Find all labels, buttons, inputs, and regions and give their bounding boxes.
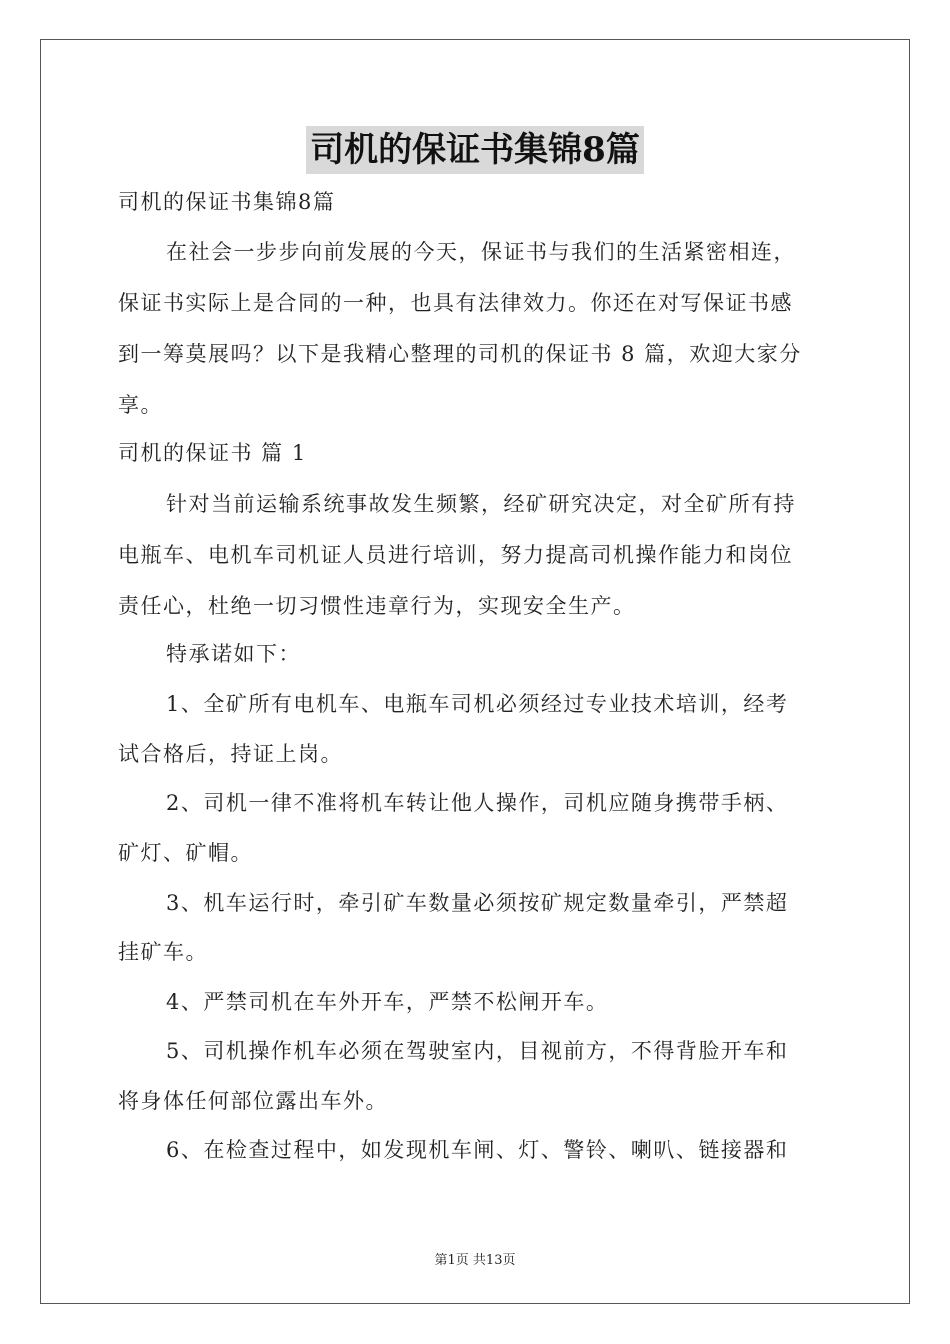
list-item-line: 6、在检查过程中，如发现机车闸、灯、警铃、喇叭、链接器和 — [166, 1138, 789, 1162]
paragraph-line: 责任心，杜绝一切习惯性违章行为，实现安全生产。 — [118, 594, 636, 618]
list-item-line: 挂矿车。 — [118, 940, 208, 964]
list-item-line: 2、司机一律不准将机车转让他人操作，司机应随身携带手柄、 — [166, 791, 789, 815]
list-item-line: 1、全矿所有电机车、电瓶车司机必须经过专业技术培训，经考 — [166, 692, 789, 716]
list-item-line: 4、严禁司机在车外开车，严禁不松闸开车。 — [166, 990, 609, 1014]
list-item-line: 试合格后，持证上岗。 — [118, 742, 343, 766]
paragraph-line: 享。 — [118, 393, 163, 417]
paragraph-line: 保证书实际上是合同的一种，也具有法律效力。你还在对写保证书感 — [118, 291, 793, 315]
paragraph-line: 到一筹莫展吗？以下是我精心整理的司机的保证书 8 篇，欢迎大家分 — [118, 342, 802, 366]
paragraph-line: 在社会一步步向前发展的今天，保证书与我们的生活紧密相连， — [166, 240, 796, 264]
page-footer: 第1页 共13页 — [434, 1253, 516, 1268]
list-item-line: 将身体任何部位露出车外。 — [118, 1089, 388, 1113]
list-item-line: 矿灯、矿帽。 — [118, 841, 253, 865]
list-item-line: 5、司机操作机车必须在驾驶室内，目视前方，不得背脸开车和 — [166, 1039, 789, 1063]
list-item-line: 3、机车运行时，牵引矿车数量必须按矿规定数量牵引，严禁超 — [166, 891, 789, 915]
document-title: 司机的保证书集锦8篇 — [306, 126, 644, 174]
paragraph-line: 针对当前运输系统事故发生频繁，经矿研究决定，对全矿所有持 — [166, 492, 796, 516]
paragraph-line: 电瓶车、电机车司机证人员进行培训，努力提高司机操作能力和岗位 — [118, 543, 793, 567]
title-container — [0, 126, 950, 174]
paragraph-line: 特承诺如下： — [166, 642, 301, 666]
subtitle-line: 司机的保证书集锦8篇 — [118, 190, 336, 214]
section-heading: 司机的保证书 篇 1 — [118, 441, 307, 465]
